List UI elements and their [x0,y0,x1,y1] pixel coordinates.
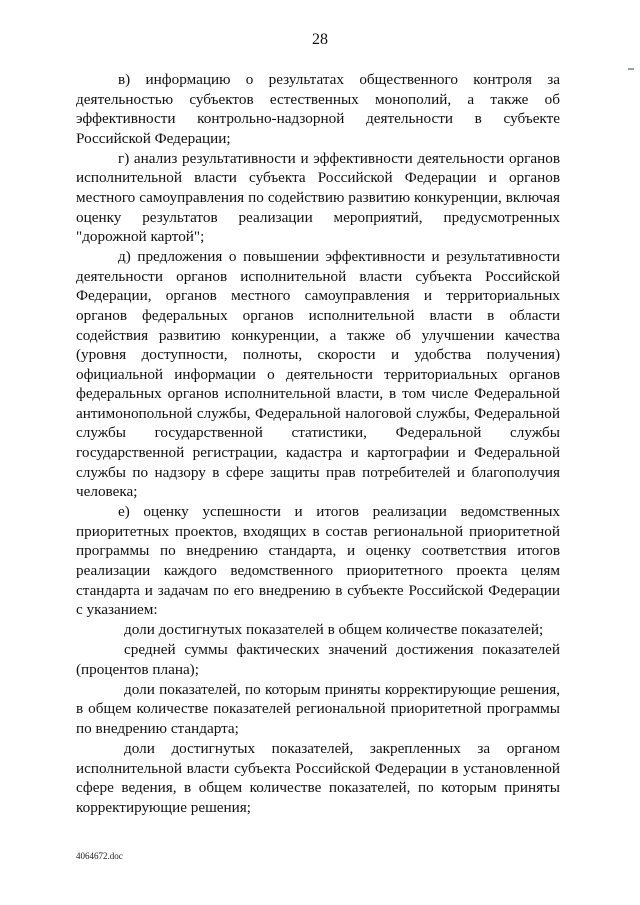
paragraph-share-assigned-indicators: доли достигнутых показателей, закрепленных за органом исполнительной власти субъекта Российской Федерации в установленной сфере ведения, в общем количестве показателей, по которым приняты корректирующие решения; [76,739,560,816]
document-filename: 4064672.doc [76,851,123,861]
page-number: 28 [312,31,328,48]
paragraph-average-actual-values: средней суммы фактических значений достижения показателей (процентов плана); [76,641,560,678]
paragraph-share-achieved-indicators: доли достигнутых показателей в общем количестве показателей; [124,621,544,639]
paragraph-d-proposals: д) предложения о повышении эффективности и результативности деятельности органов исполнительной власти субъекта Российской Федерации, органов местного самоуправления и территориальных органов федеральных органов исполнительной власти в области содействия развитию конкуренции, а также об улучшении качества (уровня доступности, полноты, скорости и удобства получения) официальной информации о деятельности территориальных органов федеральных органов исполнительной власти, в том числе Федеральной антимонопольной службы, Федеральной налоговой службы, Федеральной службы государственной статистики, Федеральной службы государственной регистрации, кадастра и картографии и Федеральной службы по надзору в сфере защиты прав потребителей и благополучия человека; [76,248,560,501]
paragraph-e-project-evaluation: е) оценку успешности и итогов реализации ведомственных приоритетных проектов, входящих в состав региональной приоритетной программы по внедрению стандарта, и оценку соответствия итогов реализации каждого ведомственного приоритетного проекта целям стандарта и задачам по его внедрению в субъекте Российской Федерации с указанием: [76,503,560,619]
document-body [76,70,560,818]
scan-edge-mark [628,68,634,70]
paragraph-share-corrective-decisions: доли показателей, по которым приняты корректирующие решения, в общем количестве показателей региональной приоритетной программы по внедрению стандарта; [76,680,560,737]
paragraph-g-performance-analysis: г) анализ результативности и эффективности деятельности органов исполнительной власти субъекта Российской Федерации и органов местного самоуправления по содействию развитию конкуренции, включая оценку результатов реализации мероприятий, предусмотренных "дорожной картой"; [76,149,560,246]
paragraph-v-public-control: в) информацию о результатах общественного контроля за деятельностью субъектов естественных монополий, а также об эффективности контрольно-надзорной деятельности в субъекте Российской Федерации; [76,71,560,147]
